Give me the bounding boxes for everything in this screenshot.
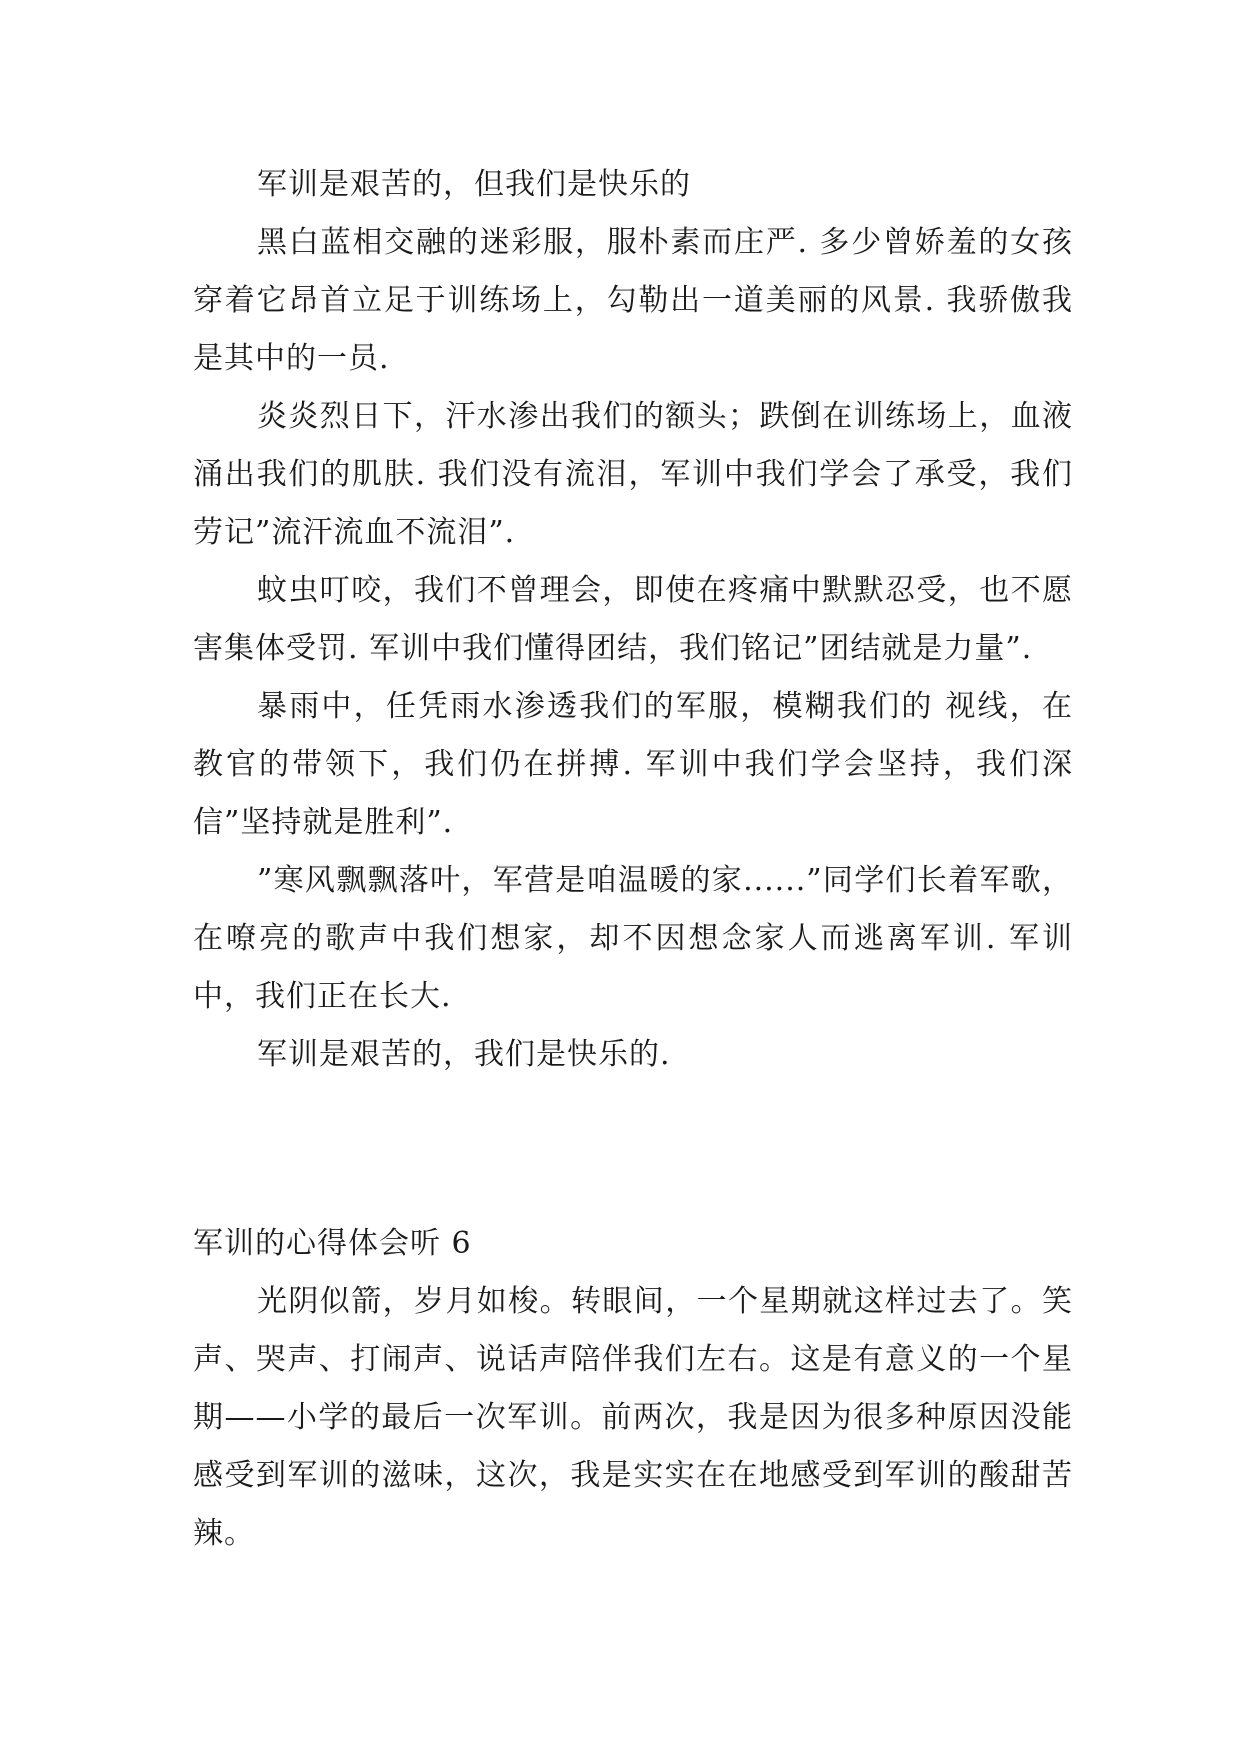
paragraph: 光阴似箭，岁月如梭。转眼间，一个星期就这样过去了。笑声、哭声、打闹声、说话声陪伴我们左右。这是有意义的一个星期——小学的最后一次军训。前两次，我是因为很多种原因没能感受到军训的滋味，这次，我是实实在在地感受到军训的酸甜苦辣。 [193, 1284, 1073, 1551]
essay-section-2 [193, 1215, 1073, 1563]
paragraph: 蚊虫叮咬，我们不曾理会，即使在疼痛中默默忍受，也不愿害集体受罚. 军训中我们懂得团结，我们铭记”团结就是力量”. [193, 573, 1073, 666]
essay-title-line: 军训是艰苦的，但我们是快乐的 [257, 167, 691, 202]
paragraph: 炎炎烈日下，汗水渗出我们的额头；跌倒在训练场上，血液涌出我们的肌肤. 我们没有流泪，军训中我们学会了承受，我们劳记”流汗流血不流泪”. [193, 399, 1073, 550]
essay-section-1 [193, 156, 1073, 1084]
paragraph: 军训是艰苦的，我们是快乐的. [257, 1037, 671, 1072]
paragraph: ”寒风飘飘落叶，军营是咱温暖的家......”同学们长着军歌，在嘹亮的歌声中我们想家，却不因想念家人而逃离军训. 军训中，我们正在长大. [193, 863, 1073, 1014]
paragraph: 暴雨中，任凭雨水渗透我们的军服，模糊我们的 视线，在教官的带领下，我们仍在拼搏. 军训中我们学会坚持，我们深信”坚持就是胜利”. [193, 689, 1073, 840]
section-heading: 军训的心得体会听 6 [193, 1226, 472, 1261]
paragraph: 黑白蓝相交融的迷彩服，服朴素而庄严. 多少曾娇羞的女孩穿着它昂首立足于训练场上，勾勒出一道美丽的风景. 我骄傲我是其中的一员. [193, 225, 1073, 376]
